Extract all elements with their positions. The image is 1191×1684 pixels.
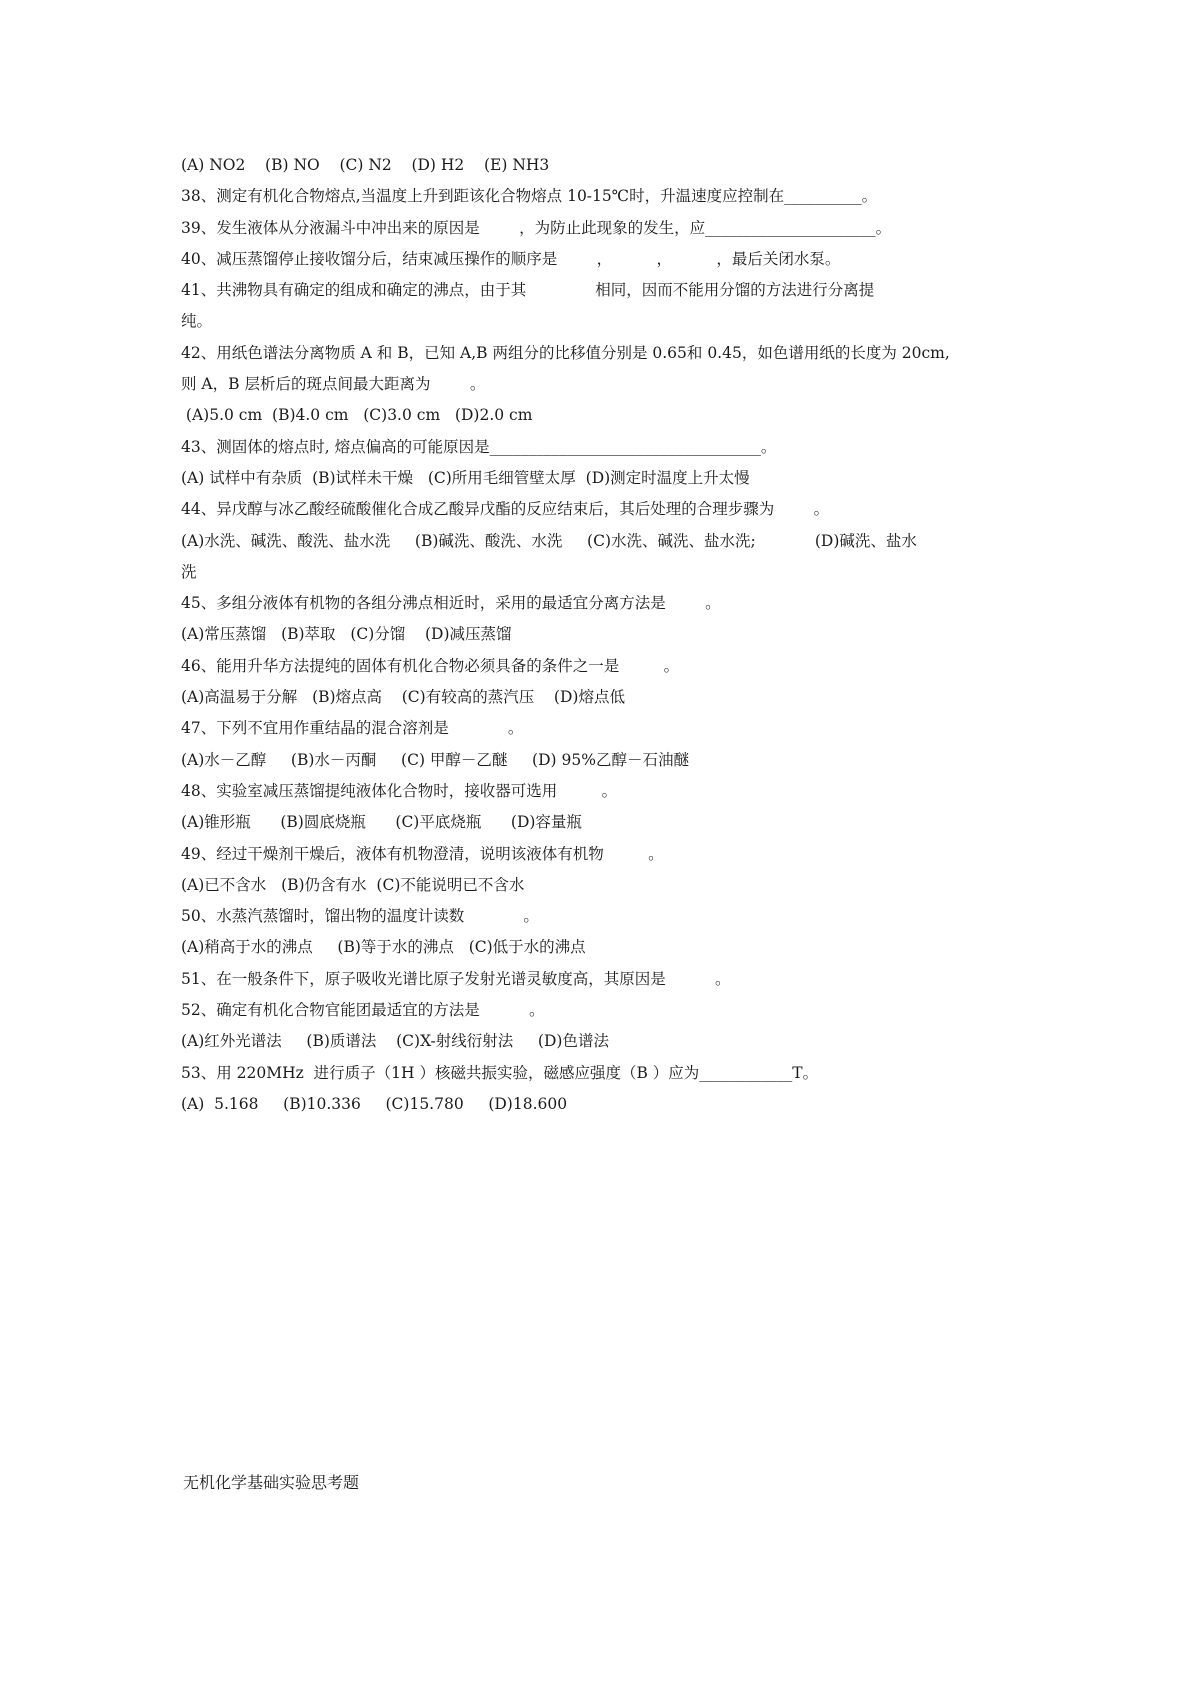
answer-options: (A)高温易于分解 (B)熔点高 (C)有较高的蒸汽压 (D)熔点低 (181, 688, 625, 707)
question-47: 47、下列不宜用作重结晶的混合溶剂是 。 (181, 719, 524, 738)
answer-options: (A)红外光谱法 (B)质谱法 (C)X-射线衍射法 (D)色谱法 (181, 1032, 609, 1051)
question-50: 50、水蒸汽蒸馏时，馏出物的温度计读数 。 (181, 907, 539, 926)
question-40: 40、减压蒸馏停止接收馏分后，结束减压操作的顺序是 ， ， ，最后关闭水泵。 (181, 249, 841, 268)
answer-options: (A)水－乙醇 (B)水－丙酮 (C) 甲醇－乙醚 (D) 95%乙醇－石油醚 (181, 750, 689, 769)
question-41: 41、共沸物具有确定的组成和确定的沸点，由于其 相同，因而不能用分馏的方法进行分离提 (181, 281, 875, 300)
question-38: 38、测定有机化合物熔点,当温度上升到距该化合物熔点 10-15℃时，升温速度应控制在__________。 (181, 187, 878, 206)
answer-options: (A)稍高于水的沸点 (B)等于水的沸点 (C)低于水的沸点 (181, 938, 586, 957)
answer-options: (A) 5.168 (B)10.336 (C)15.780 (D)18.600 (181, 1094, 568, 1113)
answer-options: (A)锥形瓶 (B)圆底烧瓶 (C)平底烧瓶 (D)容量瓶 (181, 813, 582, 832)
question-39: 39、发生液体从分液漏斗中冲出来的原因是 ，为防止此现象的发生，应______________________。 (181, 218, 892, 237)
question-43: 43、测固体的熔点时, 熔点偏高的可能原因是___________________________________。 (181, 437, 777, 456)
answer-options: (A)常压蒸馏 (B)萃取 (C)分馏 (D)减压蒸馏 (181, 625, 512, 644)
question-45: 45、多组分液体有机物的各组分沸点相近时，采用的最适宜分离方法是 。 (181, 594, 721, 613)
answer-options: (A)已不含水 (B)仍含有水 (C)不能说明已不含水 (181, 875, 525, 894)
answer-options: (A)5.0 cm (B)4.0 cm (C)3.0 cm (D)2.0 cm (181, 406, 533, 425)
question-42-continued: 则 A，B 层析后的斑点间最大距离为 。 (181, 375, 486, 394)
answer-options: (A) NO2 (B) NO (C) N2 (D) H2 (E) NH3 (181, 156, 550, 174)
question-51: 51、在一般条件下，原子吸收光谱比原子发射光谱灵敏度高，其原因是 。 (181, 969, 731, 988)
question-46: 46、能用升华方法提纯的固体有机化合物必须具备的条件之一是 。 (181, 656, 680, 675)
question-41-continued: 纯。 (181, 312, 213, 331)
answer-options: (A) 试样中有杂质 (B)试样未干燥 (C)所用毛细管壁太厚 (D)测定时温度上升太慢 (181, 468, 750, 487)
section-title: 无机化学基础实验思考题 (183, 1473, 360, 1492)
question-48: 48、实验室减压蒸馏提纯液体化合物时，接收器可选用 。 (181, 781, 618, 800)
question-52: 52、确定有机化合物官能团最适宜的方法是 。 (181, 1001, 545, 1020)
answer-options: (A)水洗、碱洗、酸洗、盐水洗 (B)碱洗、酸洗、水洗 (C)水洗、碱洗、盐水洗; (D)碱洗、盐水 (181, 531, 917, 550)
question-42: 42、用纸色谱法分离物质 A 和 B，已知 A,B 两组分的比移值分别是 0.65和 0.45，如色谱用纸的长度为 20cm, (181, 343, 950, 362)
question-44: 44、异戊醇与冰乙酸经硫酸催化合成乙酸异戊酯的反应结束后，其后处理的合理步骤为 。 (181, 500, 830, 519)
answer-options-continued: 洗 (181, 562, 197, 581)
question-53: 53、用 220MHz 进行质子（1H ）核磁共振实验，磁感应强度（B ）应为____________T。 (181, 1063, 819, 1082)
question-list (181, 150, 1021, 1120)
question-49: 49、经过干燥剂干燥后，液体有机物澄清，说明该液体有机物 。 (181, 844, 664, 863)
